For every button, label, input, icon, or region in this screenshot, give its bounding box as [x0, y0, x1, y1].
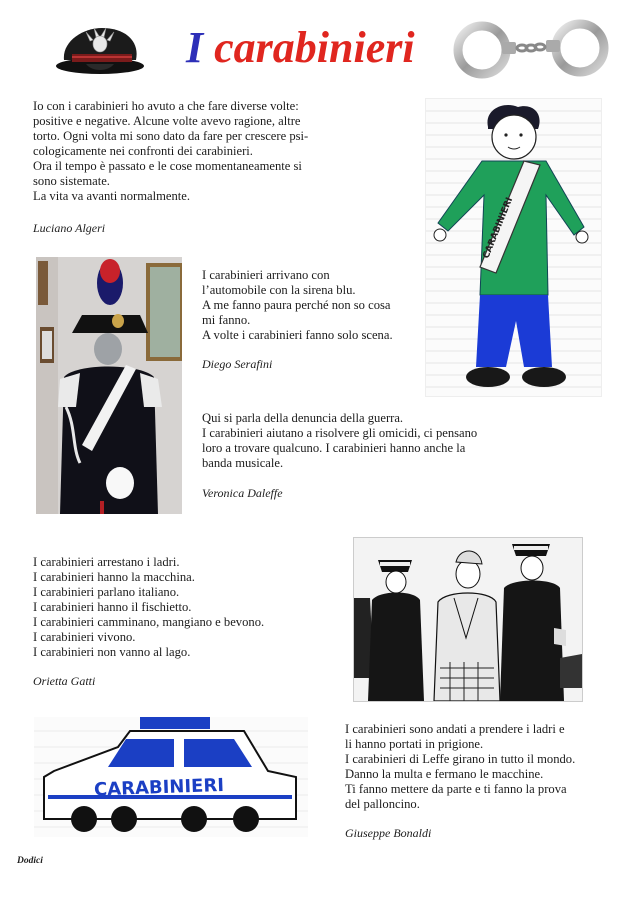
sash-text: CARABINIERI — [481, 196, 516, 261]
text-block-1 — [33, 99, 413, 204]
car-text: CARABINIERI — [93, 774, 225, 801]
handcuffs-icon — [452, 16, 612, 82]
child-drawing-police-car — [34, 717, 308, 837]
child-drawing-carabiniere — [425, 98, 602, 397]
text-line: l’automobile con la sirena blu. — [202, 283, 356, 297]
text-line: li hanno portati in prigione. — [345, 737, 484, 751]
author-name: Veronica Daleffe — [202, 486, 283, 500]
text-line: del palloncino. — [345, 797, 420, 811]
text-line: banda musicale. — [202, 456, 284, 470]
text-block-3 — [202, 411, 512, 471]
text-line: A me fanno paura perché non so cosa — [202, 298, 391, 312]
carabiniere-uniform-photo — [36, 257, 182, 514]
text-line: I carabinieri sono andati a prendere i ladri e — [345, 722, 565, 736]
text-line: Danno la multa e fermano le macchine. — [345, 767, 544, 781]
text-line: I carabinieri arrivano con — [202, 268, 330, 282]
page-title — [186, 18, 446, 78]
text-line: I carabinieri arrestano i ladri. — [33, 555, 180, 569]
page-label: Dodici — [17, 856, 43, 866]
text-line: La vita va avanti normalmente. — [33, 189, 191, 203]
text-line: A volte i carabinieri fanno solo scena. — [202, 328, 393, 342]
text-line: I carabinieri non vanno al lago. — [33, 645, 191, 659]
author-name: Diego Serafini — [202, 357, 273, 371]
author-name: Luciano Algeri — [33, 221, 106, 235]
text-line: Qui si parla della denuncia della guerra. — [202, 411, 404, 425]
carabiniere-hat-icon — [52, 20, 148, 76]
text-line: sono sistemate. — [33, 174, 110, 188]
text-line: Ti fanno mettere da parte e ti fanno la prova — [345, 782, 567, 796]
text-line: Io con i carabinieri ho avuto a che fare diverse volte: — [33, 99, 299, 113]
text-line: mi fanno. — [202, 313, 251, 327]
text-block-5 — [345, 722, 615, 812]
title-first-letter: I — [186, 23, 204, 72]
text-block-2 — [202, 268, 422, 343]
author-name: Orietta Gatti — [33, 674, 96, 688]
comic-carabinieri-illustration — [353, 537, 583, 702]
text-line: loro a trovare qualcuno. I carabinieri hanno anche la — [202, 441, 466, 455]
text-line: I carabinieri aiutano a risolvere gli omicidi, ci pensano — [202, 426, 478, 440]
text-line: I carabinieri di Leffe girano in tutto il mondo. — [345, 752, 576, 766]
text-line: positive e negative. Alcune volte avevo ragione, altre — [33, 114, 301, 128]
text-line: Ora il tempo è passato e le cose momentaneamente si — [33, 159, 302, 173]
text-line: torto. Ogni volta mi sono dato da fare per crescere psi- — [33, 129, 309, 143]
text-block-4 — [33, 555, 333, 660]
text-line: I carabinieri hanno il fischietto. — [33, 600, 192, 614]
text-line: I carabinieri vivono. — [33, 630, 136, 644]
text-line: I carabinieri hanno la macchina. — [33, 570, 195, 584]
text-line: I carabinieri parlano italiano. — [33, 585, 180, 599]
title-rest: carabinieri — [214, 23, 415, 72]
text-line: I carabinieri camminano, mangiano e bevono. — [33, 615, 265, 629]
text-line: cologicamente nei confronti dei carabinieri. — [33, 144, 253, 158]
author-name: Giuseppe Bonaldi — [345, 826, 432, 840]
